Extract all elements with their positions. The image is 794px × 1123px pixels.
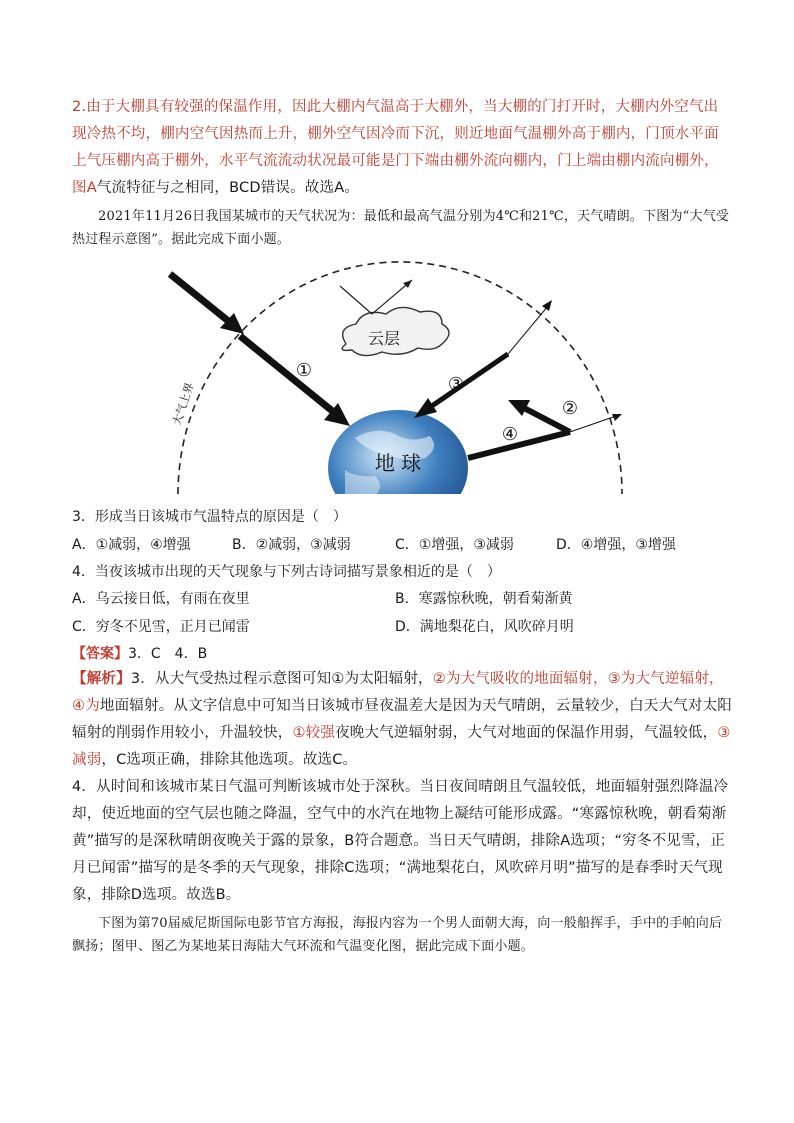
analysis-s3: 夜晚大气逆辐射弱，大气对地面的保温作用弱，气温较低， xyxy=(335,725,718,741)
q3-option-c: C．①增强，③减弱 xyxy=(395,537,514,553)
q3-option-a: A．①减弱，④增强 xyxy=(72,537,191,553)
atmosphere-heating-diagram xyxy=(150,258,640,498)
analysis-r3: ③减弱 xyxy=(72,725,731,768)
analysis-r1: ②为大气吸收的地面辐射，③为大气逆辐射，④为 xyxy=(72,671,724,714)
analysis-r2: ①较强 xyxy=(292,725,336,741)
q3-option-d: D．④增强，③增强 xyxy=(556,537,676,553)
marker-2: ② xyxy=(561,398,579,419)
q4-stem: 4．当夜该城市出现的天气现象与下列古诗词描写景象相近的是（ ） xyxy=(72,564,501,580)
q4-option-c: C．穷冬不见雪，正月已闻雷 xyxy=(72,619,250,635)
analysis-q3 xyxy=(72,666,732,774)
q4-option-d: D．满地梨花白，风吹碎月明 xyxy=(395,619,574,635)
marker-1: ① xyxy=(295,360,313,381)
q3-option-b: B．②减弱，③减弱 xyxy=(232,537,351,553)
analysis-s2: 地面辐射。从文字信息中可知当日该城市昼夜温差大是因为天气晴朗，云量较少，白天大气对太阳辐射的削弱作用较小，升温较快， xyxy=(72,698,733,741)
explanation-q2-part1: 2.由于大棚具有较强的保温作用，因此大棚内气温高于大棚外，当大棚的门打开时，大棚内外空气出现冷热不均，棚内空气因热而上升，棚外空气因冷而下沉，则近地面气温棚外高于棚内，门顶水平面上气压棚内高于棚外，水平气流流动状况最可能是门下端由棚外流向棚内，门上端由棚内流向棚外，图 xyxy=(72,99,719,196)
marker-3: ③ xyxy=(447,374,465,395)
analysis-q4: 4．从时间和该城市某日气温可判断该城市处于深秋。当日夜间晴朗且气温较低，地面辐射强烈降温冷却，使近地面的空气层也随之降温，空气中的水汽在地物上凝结可能形成露。“寒露惊秋晚，朝看菊渐黄”描写的是深秋晴朗夜晚关于露的景象，B符合题意。当日天气晴朗，排除A选项；“穷冬不见雪，正月已闻雷”描写的是冬季的天气现象，排除C选项；“满地梨花白，风吹碎月明”描写的是春季时天气现象，排除D选项。故选B。 xyxy=(72,779,729,903)
answer-tag: 【答案】 xyxy=(72,646,128,662)
q4-option-b: B．寒露惊秋晚，朝看菊渐黄 xyxy=(395,591,573,607)
intro-paragraph-2: 下图为第70届威尼斯国际电影节官方海报，海报内容为一个男人面朝大海，向一般船挥手，手中的手帕向后飘扬；图甲、图乙为某地某日海陆大气环流和气温变化图，据此完成下面小题。 xyxy=(72,916,723,954)
explanation-q2-part2: A xyxy=(86,180,97,196)
q3-stem: 3．形成当日该城市气温特点的原因是（ ） xyxy=(72,509,347,525)
q4-option-a: A．乌云接日低，有雨在夜里 xyxy=(72,591,250,607)
marker-4: ④ xyxy=(501,424,519,445)
cloud-label: 云层 xyxy=(367,329,401,348)
intro-paragraph-1: 2021年11月26日我国某城市的天气状况为：最低和最高气温分别为4℃和21℃，天气晴朗。下图为“大气受热过程示意图”。据此完成下面小题。 xyxy=(72,209,730,247)
atmosphere-boundary-label: 大气上界 xyxy=(170,381,197,427)
answer-text: 3．C 4．B xyxy=(128,646,208,662)
explanation-q2 xyxy=(72,94,732,202)
answer-line xyxy=(72,644,207,664)
analysis-tag: 【解析】 xyxy=(72,671,131,687)
earth-label: 地 球 xyxy=(374,451,422,475)
analysis-s1: 3．从大气受热过程示意图可知①为太阳辐射， xyxy=(130,671,433,687)
analysis-s4: ，C选项正确，排除其他选项。故选C。 xyxy=(101,752,358,768)
explanation-q2-part3: 气流特征与之相同，BCD错误。故选A。 xyxy=(96,180,360,196)
